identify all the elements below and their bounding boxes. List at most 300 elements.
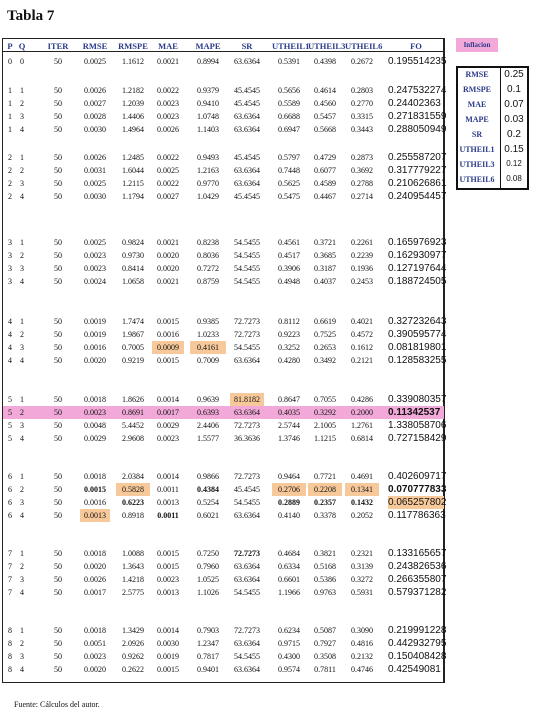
table-cell-rmspe: 0.7005	[122, 343, 144, 352]
table-cell-sr: 72.7273	[234, 626, 260, 635]
table-cell-rmspe: 2.5775	[122, 588, 144, 597]
table-cell-iter: 50	[54, 665, 62, 674]
table-cell-fo: 0.579371282	[388, 587, 447, 598]
table-cell-utheil3: 0.3821	[314, 549, 336, 558]
table-cell-iter: 50	[54, 153, 62, 162]
table-cell-utheil6: 0.2453	[351, 277, 373, 286]
table-cell-mae: 0.0021	[157, 57, 179, 66]
table-cell-p: 7	[8, 588, 12, 597]
table-cell-rmse: 0.0026	[84, 575, 106, 584]
table-cell-utheil3: 0.4614	[314, 86, 336, 95]
table-cell-mape: 0.7903	[197, 626, 219, 635]
table-cell-utheil1: 0.9574	[278, 665, 300, 674]
table-cell-utheil1: 0.4300	[278, 652, 300, 661]
table-cell-mae: 0.0014	[157, 472, 179, 481]
summary-value-rmse: 0.25	[504, 69, 524, 80]
table-cell-mae: 0.0017	[157, 408, 179, 417]
source-note: Fuente: Cálculos del autor.	[14, 700, 100, 709]
table-cell-rmse: 0.0018	[84, 626, 106, 635]
summary-value-mae: 0.07	[504, 99, 524, 110]
table-cell-fo: 0.247532274	[388, 85, 447, 96]
table-cell-mape: 0.6393	[197, 408, 219, 417]
table-cell-utheil3: 0.3721	[314, 238, 336, 247]
table-cell-rmse: 0.0013	[80, 509, 110, 522]
table-cell-iter: 50	[54, 264, 62, 273]
table-cell-mape: 1.0429	[197, 192, 219, 201]
table-cell-rmse: 0.0030	[84, 125, 106, 134]
table-cell-sr: 54.5455	[234, 588, 260, 597]
table-cell-rmspe: 1.8626	[122, 395, 144, 404]
table-cell-utheil3: 0.5087	[314, 626, 336, 635]
table-cell-rmspe: 1.2485	[122, 153, 144, 162]
table-cell-p: 3	[8, 251, 12, 260]
table-cell-mae: 0.0022	[157, 86, 179, 95]
table-cell-mae: 0.0026	[157, 125, 179, 134]
table-cell-mae: 0.0023	[157, 434, 179, 443]
table-cell-utheil1: 0.7448	[278, 166, 300, 175]
summary-label-rmse: RMSE	[465, 70, 489, 79]
table-cell-utheil6: 0.3139	[351, 562, 373, 571]
table-cell-rmse: 0.0019	[84, 330, 106, 339]
table-cell-utheil6: 0.1612	[351, 343, 373, 352]
table-cell-utheil3: 0.5668	[314, 125, 336, 134]
table-cell-rmse: 0.0023	[84, 408, 106, 417]
table-cell-utheil6: 0.1341	[345, 483, 379, 496]
table-cell-fo: 0.266355807	[388, 574, 447, 585]
table-cell-rmspe: 0.2622	[122, 665, 144, 674]
table-cell-fo: 1.338058706	[388, 420, 447, 431]
table-cell-q: 2	[20, 166, 24, 175]
table-cell-q: 2	[20, 639, 24, 648]
table-cell-mape: 2.4406	[197, 421, 219, 430]
table-cell-sr: 54.5455	[234, 498, 260, 507]
table-cell-p: 1	[8, 99, 12, 108]
table-cell-rmspe: 1.2039	[122, 99, 144, 108]
summary-value-utheil1: 0.15	[504, 144, 524, 155]
table-cell-utheil3: 2.1005	[314, 421, 336, 430]
table-cell-rmspe: 1.4964	[122, 125, 144, 134]
table-cell-mae: 0.0029	[157, 421, 179, 430]
table-cell-q: 3	[20, 264, 24, 273]
table-cell-p: 7	[8, 562, 12, 571]
table-cell-utheil3: 0.3378	[314, 511, 336, 520]
table-cell-utheil6: 0.2052	[351, 511, 373, 520]
table-cell-iter: 50	[54, 652, 62, 661]
table-cell-sr: 72.7273	[234, 549, 260, 558]
table-cell-rmspe: 1.3429	[122, 626, 144, 635]
table-cell-sr: 54.5455	[234, 238, 260, 247]
table-cell-rmse: 0.0018	[84, 472, 106, 481]
table-cell-fo: 0.081819801	[388, 342, 447, 353]
table-cell-iter: 50	[54, 498, 62, 507]
table-cell-p: 7	[8, 549, 12, 558]
table-cell-p: 8	[8, 626, 12, 635]
table-cell-q: 1	[20, 472, 24, 481]
summary-value-utheil6: 0.08	[506, 174, 522, 183]
table-cell-iter: 50	[54, 343, 62, 352]
table-cell-fo: 0.24402363	[388, 98, 441, 109]
table-cell-q: 2	[20, 99, 24, 108]
table-cell-p: 1	[8, 125, 12, 134]
table-cell-utheil3: 0.7721	[314, 472, 336, 481]
table-cell-iter: 50	[54, 251, 62, 260]
table-cell-mae: 0.0015	[157, 317, 179, 326]
column-header-q: Q	[18, 41, 26, 51]
table-cell-q: 1	[20, 395, 24, 404]
table-cell-mae: 0.0023	[157, 112, 179, 121]
table-cell-mape: 1.5577	[197, 434, 219, 443]
table-cell-utheil6: 0.3692	[351, 166, 373, 175]
table-cell-mape: 0.8759	[197, 277, 219, 286]
table-cell-rmse: 0.0020	[84, 562, 106, 571]
table-cell-rmspe: 0.8691	[122, 408, 144, 417]
table-cell-mape: 0.9770	[197, 179, 219, 188]
table-cell-mape: 0.5254	[197, 498, 219, 507]
table-cell-utheil1: 0.6688	[278, 112, 300, 121]
table-cell-mape: 0.9410	[197, 99, 219, 108]
table-cell-mape: 0.8036	[197, 251, 219, 260]
table-cell-utheil3: 0.4037	[314, 277, 336, 286]
table-cell-utheil1: 0.8647	[278, 395, 300, 404]
table-cell-utheil3: 0.5457	[314, 112, 336, 121]
table-cell-utheil1: 0.4948	[278, 277, 300, 286]
table-cell-utheil1: 0.9715	[278, 639, 300, 648]
table-cell-fo: 0.42549081	[388, 664, 441, 675]
table-cell-p: 1	[8, 112, 12, 121]
table-cell-sr: 63.6364	[234, 562, 260, 571]
table-cell-utheil3: 0.7927	[314, 639, 336, 648]
table-cell-q: 4	[20, 356, 24, 365]
table-cell-mape: 1.0525	[197, 575, 219, 584]
table-cell-utheil1: 0.3906	[278, 264, 300, 273]
table-cell-utheil6: 0.3272	[351, 575, 373, 584]
table-cell-mape: 0.6021	[197, 511, 219, 520]
table-cell-utheil6: 0.3090	[351, 626, 373, 635]
table-cell-p: 3	[8, 277, 12, 286]
table-cell-mape: 1.2347	[197, 639, 219, 648]
table-cell-p: 4	[8, 330, 12, 339]
table-cell-iter: 50	[54, 99, 62, 108]
table-cell-rmse: 0.0023	[84, 264, 106, 273]
table-cell-mape: 0.9401	[197, 665, 219, 674]
table-cell-rmse: 0.0016	[84, 498, 106, 507]
table-cell-mae: 0.0015	[157, 665, 179, 674]
table-cell-q: 3	[20, 421, 24, 430]
summary-value-sr: 0.2	[507, 129, 521, 140]
table-cell-rmspe: 0.8918	[122, 511, 144, 520]
table-cell-p: 3	[8, 238, 12, 247]
table-cell-rmspe: 1.0658	[122, 277, 144, 286]
table-cell-utheil3: 0.7055	[314, 395, 336, 404]
table-cell-q: 3	[20, 498, 24, 507]
table-cell-q: 2	[20, 562, 24, 571]
table-cell-utheil6: 0.4021	[351, 317, 373, 326]
table-cell-rmse: 0.0023	[84, 652, 106, 661]
table-cell-q: 4	[20, 588, 24, 597]
table-cell-fo: 0.243826536	[388, 561, 447, 572]
table-cell-utheil6: 1.2761	[351, 421, 373, 430]
table-cell-mape: 0.4384	[197, 485, 219, 494]
table-cell-fo: 0.127197644	[388, 263, 447, 274]
table-cell-mape: 1.1026	[197, 588, 219, 597]
table-cell-p: 6	[8, 511, 12, 520]
table-cell-mae: 0.0023	[157, 99, 179, 108]
table-cell-mape: 0.8994	[197, 57, 219, 66]
table-cell-p: 4	[8, 343, 12, 352]
table-cell-p: 2	[8, 192, 12, 201]
table-cell-mae: 0.0027	[157, 192, 179, 201]
column-header-utheil6: UTHEIL6	[345, 41, 383, 51]
table-cell-fo: 0.128583255	[388, 355, 447, 366]
table-cell-mae: 0.0019	[157, 652, 179, 661]
table-cell-mape: 0.7960	[197, 562, 219, 571]
table-cell-sr: 54.5455	[234, 251, 260, 260]
table-cell-p: 2	[8, 153, 12, 162]
summary-label-rmspe: RMSPE	[463, 85, 491, 94]
table-cell-iter: 50	[54, 626, 62, 635]
table-cell-mape: 1.1403	[197, 125, 219, 134]
table-cell-rmspe: 0.5828	[116, 483, 150, 496]
table-cell-rmspe: 1.2115	[122, 179, 144, 188]
table-cell-rmse: 0.0025	[84, 179, 106, 188]
table-cell-mae: 0.0015	[157, 549, 179, 558]
table-cell-utheil1: 0.4140	[278, 511, 300, 520]
table-cell-mae: 0.0020	[157, 251, 179, 260]
table-cell-fo: 0.317779227	[388, 165, 447, 176]
table-cell-utheil6: 0.2121	[351, 356, 373, 365]
table-cell-sr: 63.6364	[234, 166, 260, 175]
table-cell-sr: 72.7273	[234, 421, 260, 430]
table-cell-utheil6: 0.5931	[351, 588, 373, 597]
table-cell-mae: 0.0015	[157, 356, 179, 365]
table-cell-fo: 0.188724505	[388, 276, 447, 287]
table-cell-utheil1: 0.6947	[278, 125, 300, 134]
summary-label-utheil6: UTHEIL6	[459, 175, 495, 184]
table-cell-rmse: 0.0026	[84, 153, 106, 162]
table-cell-utheil1: 0.5391	[278, 57, 300, 66]
table-cell-utheil1: 0.4517	[278, 251, 300, 260]
table-cell-utheil6: 0.4746	[351, 665, 373, 674]
table-cell-utheil3: 0.3492	[314, 356, 336, 365]
table-cell-utheil1: 2.5744	[278, 421, 300, 430]
table-cell-utheil3: 0.5386	[314, 575, 336, 584]
table-cell-p: 0	[8, 57, 12, 66]
table-cell-iter: 50	[54, 575, 62, 584]
table-cell-utheil1: 0.9223	[278, 330, 300, 339]
table-cell-iter: 50	[54, 192, 62, 201]
table-cell-mae: 0.0021	[157, 238, 179, 247]
table-cell-fo: 0.339080357	[388, 394, 447, 405]
table-cell-utheil6: 0.2321	[351, 549, 373, 558]
table-cell-fo: 0.255587207	[388, 152, 447, 163]
table-cell-rmspe: 1.9867	[122, 330, 144, 339]
table-cell-p: 6	[8, 472, 12, 481]
table-cell-q: 4	[20, 277, 24, 286]
table-cell-mape: 1.0233	[197, 330, 219, 339]
table-cell-utheil6: 0.2803	[351, 86, 373, 95]
table-cell-rmse: 0.0030	[84, 192, 106, 201]
table-cell-rmse: 0.0025	[84, 238, 106, 247]
table-cell-sr: 63.6364	[234, 112, 260, 121]
table-cell-q: 4	[20, 125, 24, 134]
table-cell-utheil6: 0.4691	[351, 472, 373, 481]
table-cell-rmspe: 0.9730	[122, 251, 144, 260]
summary-label-utheil3: UTHEIL3	[459, 160, 495, 169]
table-cell-fo: 0.195514235	[388, 56, 447, 67]
table-cell-utheil3: 0.4560	[314, 99, 336, 108]
table-cell-sr: 63.6364	[234, 575, 260, 584]
table-cell-fo: 0.288050949	[388, 124, 447, 135]
table-cell-q: 3	[20, 575, 24, 584]
table-cell-q: 2	[20, 330, 24, 339]
table-cell-utheil6: 0.1432	[351, 498, 373, 507]
table-cell-utheil3: 0.2653	[314, 343, 336, 352]
table-cell-fo: 0.117786363	[388, 510, 446, 521]
table-cell-utheil3: 1.1215	[314, 434, 336, 443]
table-cell-utheil3: 0.3187	[314, 264, 336, 273]
table-cell-utheil6: 0.2672	[351, 57, 373, 66]
table-cell-utheil3: 0.4467	[314, 192, 336, 201]
table-cell-mape: 0.9866	[197, 472, 219, 481]
column-header-mae: MAE	[158, 41, 178, 51]
table-cell-q: 1	[20, 153, 24, 162]
table-cell-rmse: 0.0026	[84, 86, 106, 95]
table-cell-p: 2	[8, 179, 12, 188]
table-cell-utheil6: 0.3315	[351, 112, 373, 121]
column-header-sr: SR	[241, 41, 253, 51]
table-cell-fo: 0.240954457	[388, 191, 447, 202]
table-cell-mape: 0.8238	[197, 238, 219, 247]
table-cell-utheil1: 0.5656	[278, 86, 300, 95]
table-cell-mape: 0.9379	[197, 86, 219, 95]
table-cell-p: 5	[8, 434, 12, 443]
table-cell-sr: 45.4545	[234, 485, 260, 494]
table-cell-q: 3	[20, 112, 24, 121]
table-cell-iter: 50	[54, 330, 62, 339]
table-cell-sr: 54.5455	[234, 264, 260, 273]
table-cell-iter: 50	[54, 421, 62, 430]
table-cell-rmse: 0.0028	[84, 112, 106, 121]
table-cell-iter: 50	[54, 395, 62, 404]
table-cell-sr: 54.5455	[234, 652, 260, 661]
table-cell-sr: 45.4545	[234, 192, 260, 201]
table-cell-p: 4	[8, 317, 12, 326]
table-cell-rmspe: 1.7474	[122, 317, 144, 326]
table-cell-q: 2	[20, 251, 24, 260]
table-cell-utheil1: 0.5625	[278, 179, 300, 188]
table-cell-utheil1: 0.5475	[278, 192, 300, 201]
table-cell-rmse: 0.0027	[84, 99, 106, 108]
table-cell-iter: 50	[54, 317, 62, 326]
table-cell-sr: 72.7273	[234, 317, 260, 326]
table-cell-mape: 1.2163	[197, 166, 219, 175]
summary-value-mape: 0.03	[504, 114, 524, 125]
table-cell-utheil3: 0.5168	[314, 562, 336, 571]
summary-value-utheil3: 0.12	[506, 159, 522, 168]
table-cell-iter: 50	[54, 238, 62, 247]
table-cell-utheil1: 0.4684	[278, 549, 300, 558]
table-cell-mae: 0.0022	[157, 153, 179, 162]
table-cell-mae: 0.0023	[157, 575, 179, 584]
table-cell-utheil6: 0.2788	[351, 179, 373, 188]
table-cell-sr: 72.7273	[234, 330, 260, 339]
summary-label-mae: MAE	[467, 100, 487, 109]
column-header-utheil3: UTHEIL3	[308, 41, 346, 51]
table-cell-mape: 0.7272	[197, 264, 219, 273]
column-header-iter: ITER	[47, 41, 69, 51]
table-cell-utheil1: 0.4035	[278, 408, 300, 417]
table-cell-rmspe: 2.0926	[122, 639, 144, 648]
table-cell-utheil6: 0.4572	[351, 330, 373, 339]
table-cell-rmse: 0.0048	[84, 421, 106, 430]
table-cell-utheil1: 1.1966	[278, 588, 300, 597]
table-cell-sr: 63.6364	[234, 57, 260, 66]
table-cell-rmse: 0.0031	[84, 166, 106, 175]
column-header-rmspe: RMSPE	[118, 41, 148, 51]
table-cell-fo: 0.327232643	[388, 316, 447, 327]
table-cell-mae: 0.0021	[157, 277, 179, 286]
table-cell-p: 8	[8, 665, 12, 674]
table-cell-sr: 63.6364	[234, 665, 260, 674]
table-cell-iter: 50	[54, 472, 62, 481]
table-cell-mape: 0.7009	[197, 356, 219, 365]
table-cell-utheil6: 0.6814	[351, 434, 373, 443]
table-cell-sr: 63.6364	[234, 356, 260, 365]
table-cell-rmspe: 2.9608	[122, 434, 144, 443]
table-cell-rmspe: 0.9824	[122, 238, 144, 247]
table-title: Tabla 7	[7, 8, 55, 24]
table-cell-rmse: 0.0023	[84, 251, 106, 260]
table-cell-p: 3	[8, 264, 12, 273]
table-cell-iter: 50	[54, 434, 62, 443]
table-cell-mape: 0.9639	[197, 395, 219, 404]
table-cell-fo: 0.070777833	[388, 484, 447, 495]
table-cell-utheil6: 0.2000	[351, 408, 373, 417]
table-cell-rmse: 0.0017	[84, 588, 106, 597]
table-cell-rmspe: 1.2182	[122, 86, 144, 95]
table-cell-iter: 50	[54, 179, 62, 188]
table-cell-q: 4	[20, 511, 24, 520]
table-cell-utheil1: 0.2889	[278, 498, 300, 507]
table-cell-mae: 0.0013	[157, 588, 179, 597]
table-cell-q: 2	[20, 408, 24, 417]
table-cell-mae: 0.0016	[157, 330, 179, 339]
table-cell-iter: 50	[54, 356, 62, 365]
table-cell-rmse: 0.0025	[84, 57, 106, 66]
table-cell-iter: 50	[54, 511, 62, 520]
table-cell-rmspe: 1.4406	[122, 112, 144, 121]
table-cell-rmse: 0.0020	[84, 665, 106, 674]
table-cell-q: 1	[20, 317, 24, 326]
table-cell-p: 8	[8, 639, 12, 648]
table-cell-utheil3: 0.4398	[314, 57, 336, 66]
table-cell-p: 6	[8, 485, 12, 494]
table-cell-mae: 0.0011	[157, 485, 179, 494]
table-cell-fo: 0.402609717	[388, 471, 447, 482]
table-cell-utheil3: 0.2208	[308, 483, 342, 496]
table-cell-utheil6: 0.2770	[351, 99, 373, 108]
table-cell-fo: 0.11342537	[388, 407, 441, 418]
table-cell-iter: 50	[54, 57, 62, 66]
table-cell-iter: 50	[54, 549, 62, 558]
table-cell-sr: 45.4545	[234, 99, 260, 108]
table-cell-utheil1: 1.3746	[278, 434, 300, 443]
table-cell-mape: 0.9493	[197, 153, 219, 162]
table-cell-rmspe: 1.3643	[122, 562, 144, 571]
table-cell-rmspe: 0.8414	[122, 264, 144, 273]
summary-value-rmspe: 0.1	[507, 84, 521, 95]
table-cell-mae: 0.0025	[157, 166, 179, 175]
